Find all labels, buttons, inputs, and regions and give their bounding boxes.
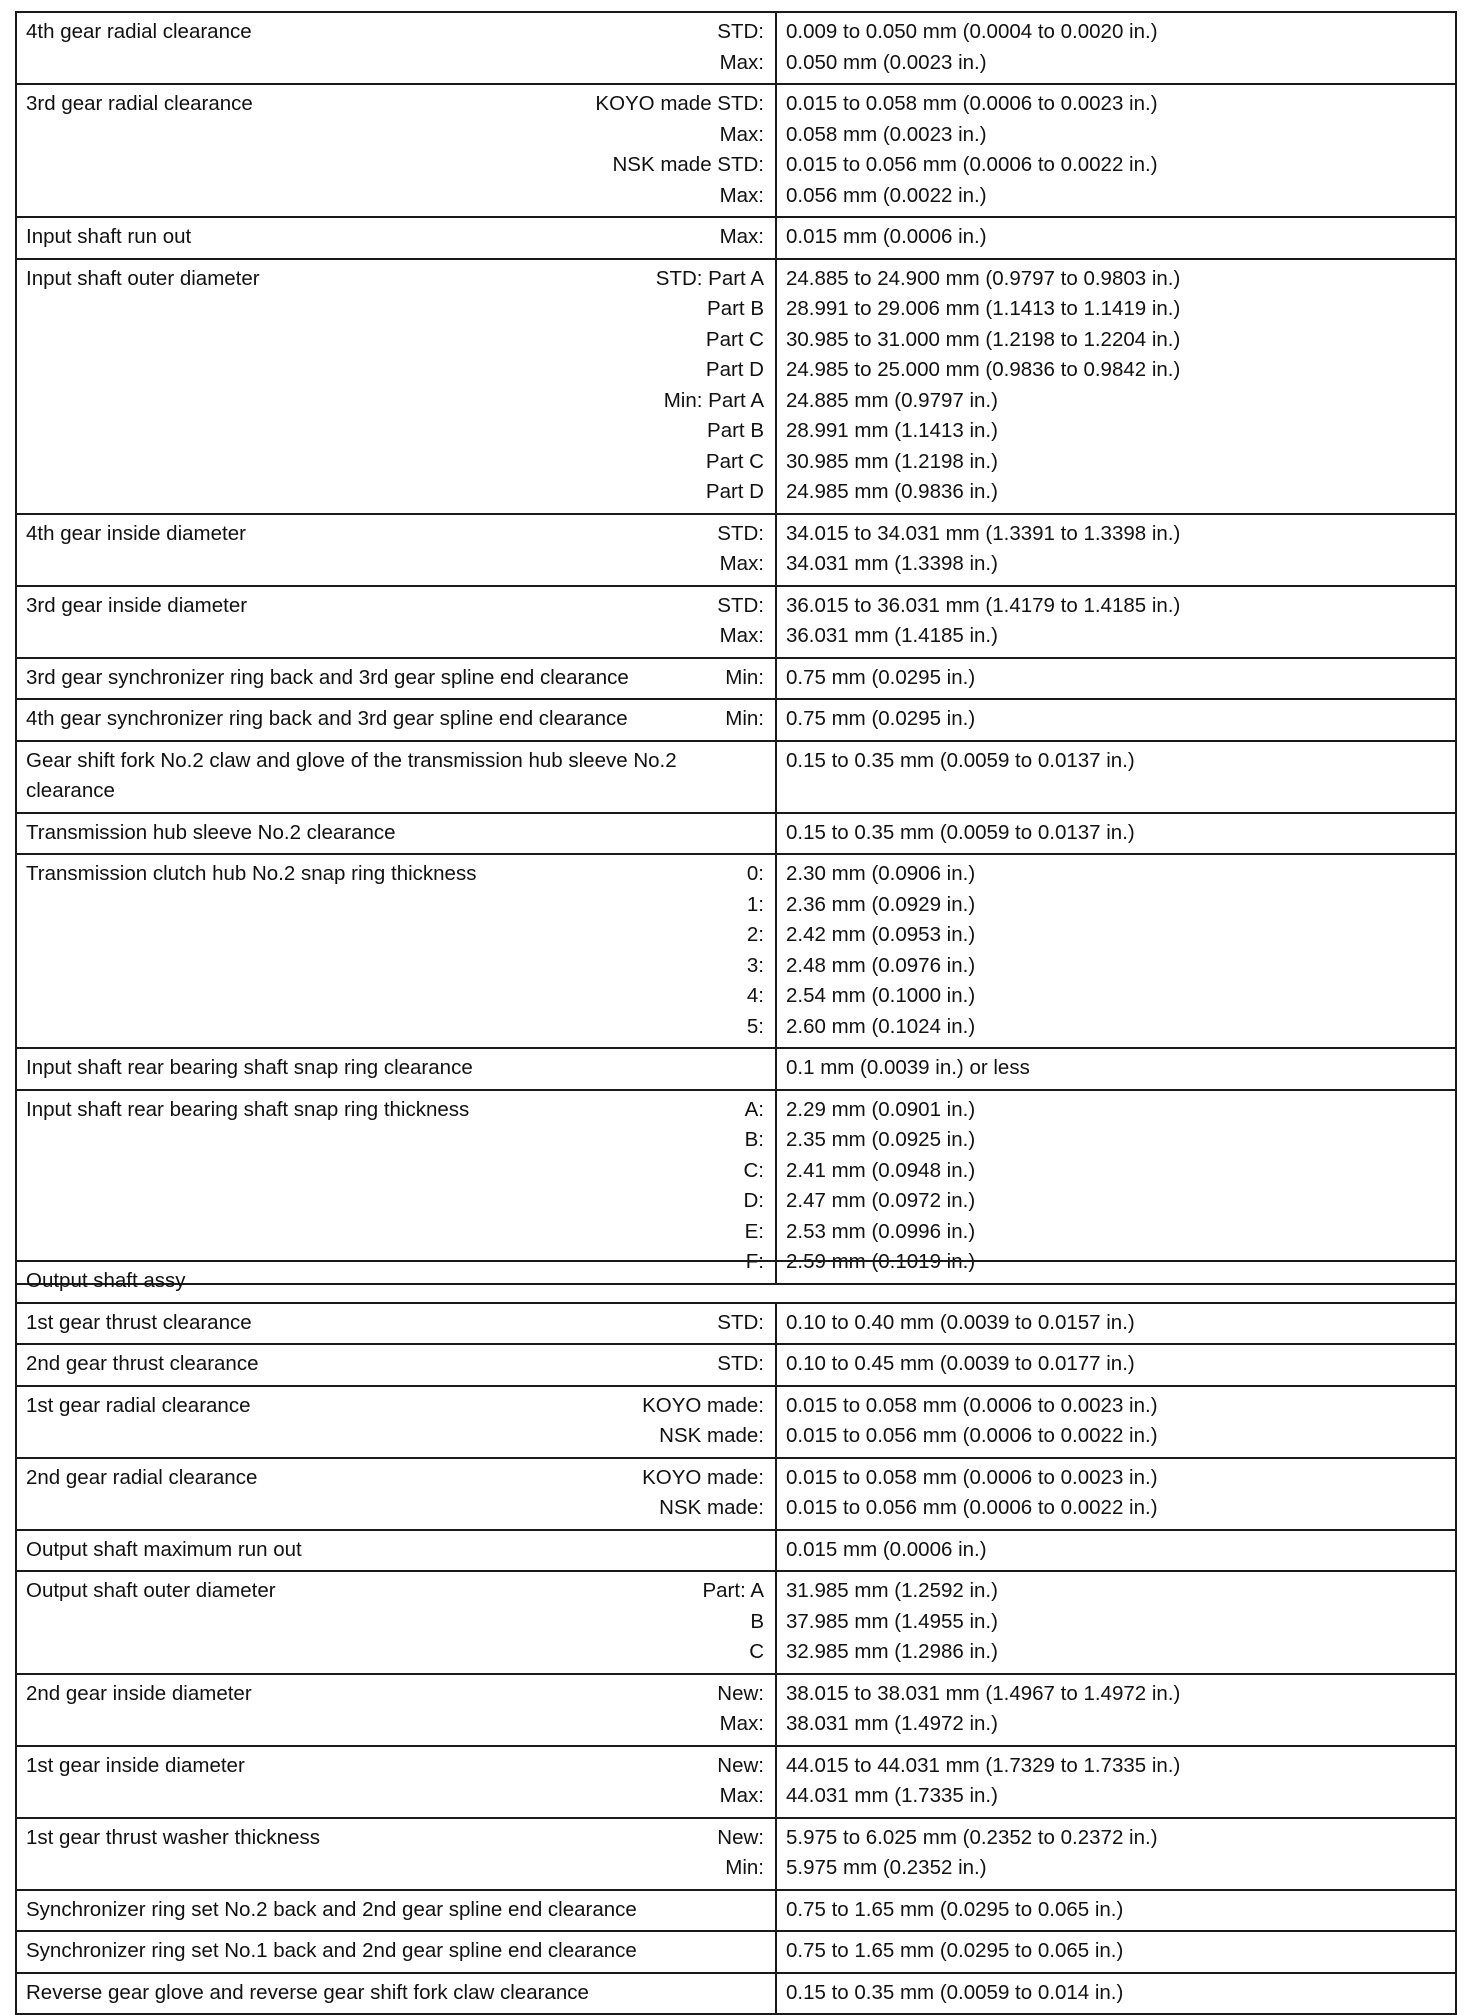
- spec-item-cell: [16, 259, 776, 514]
- spec-value: 0.15 to 0.35 mm (0.0059 to 0.014 in.): [786, 1980, 1124, 2004]
- spec-value: 0.75 mm (0.0295 in.): [786, 665, 976, 689]
- spec-row: [16, 1571, 1456, 1674]
- spec-label-list: [702, 1576, 764, 1668]
- spec-value: 30.985 to 31.000 mm (1.2198 to 1.2204 in.): [786, 327, 1181, 351]
- spec-item-name: Transmission clutch hub No.2 snap ring thickness: [26, 862, 477, 885]
- spec-label: STD:: [717, 521, 764, 545]
- spec-label: Max:: [719, 183, 764, 207]
- spec-label-list: [717, 1308, 764, 1339]
- spec-label: Max:: [719, 1784, 764, 1807]
- spec-row: [16, 699, 1456, 741]
- spec-label-list: [744, 1095, 765, 1278]
- spec-value-cell: [776, 1931, 1456, 1973]
- spec-value: 0.015 to 0.056 mm (0.0006 to 0.0022 in.): [786, 1424, 1158, 1447]
- spec-value: 28.991 mm (1.1413 in.): [786, 419, 998, 442]
- spec-label: NSK made:: [659, 1424, 764, 1447]
- output-shaft-spec-table: [15, 1260, 1457, 2015]
- spec-label: Part C: [705, 449, 764, 473]
- spec-label: E:: [744, 1219, 764, 1243]
- spec-label: STD:: [717, 1352, 764, 1375]
- spec-label-list: [642, 1391, 764, 1452]
- spec-item-name: 1st gear thrust washer thickness: [26, 1825, 320, 1849]
- spec-row: [16, 1344, 1456, 1386]
- spec-label: 1:: [746, 892, 764, 916]
- section-header-row: [16, 1261, 1456, 1303]
- spec-item-cell: [16, 658, 776, 700]
- spec-item-name: 2nd gear radial clearance: [26, 1465, 258, 1489]
- spec-label: KOYO made:: [642, 1393, 764, 1417]
- spec-value: 0.015 to 0.056 mm (0.0006 to 0.0022 in.): [786, 1496, 1158, 1519]
- spec-item-cell: [16, 1048, 776, 1090]
- spec-label: STD:: [717, 1310, 764, 1334]
- spec-row: [16, 259, 1456, 514]
- spec-label: New:: [717, 1681, 764, 1705]
- spec-item-cell: [16, 1090, 776, 1284]
- spec-value: 0.15 to 0.35 mm (0.0059 to 0.0137 in.): [786, 748, 1135, 772]
- spec-item-cell: [16, 741, 776, 813]
- spec-value: 44.031 mm (1.7335 in.): [786, 1784, 998, 1807]
- spec-value: 28.991 to 29.006 mm (1.1413 to 1.1419 in.): [786, 297, 1181, 320]
- spec-value: 2.42 mm (0.0953 in.): [786, 923, 976, 946]
- spec-value: 24.885 to 24.900 mm (0.9797 to 0.9803 in.): [786, 266, 1181, 290]
- spec-item-name: Synchronizer ring set No.2 back and 2nd gear spline end clearance: [26, 1897, 637, 1921]
- spec-label-list: [717, 1751, 764, 1812]
- spec-row: [16, 1048, 1456, 1090]
- spec-label: Max:: [719, 1712, 764, 1735]
- spec-value: 2.41 mm (0.0948 in.): [786, 1158, 976, 1182]
- spec-label: Part: A: [702, 1579, 764, 1602]
- spec-label: 2:: [746, 923, 764, 946]
- spec-value: 24.885 mm (0.9797 in.): [786, 388, 998, 412]
- spec-label: C:: [743, 1158, 764, 1182]
- spec-label: Min:: [725, 707, 764, 730]
- spec-value-cell: [776, 514, 1456, 586]
- spec-label: Part D: [705, 358, 764, 381]
- spec-value: 31.985 mm (1.2592 in.): [786, 1579, 998, 1602]
- spec-item-name: 3rd gear radial clearance: [26, 92, 253, 115]
- spec-row: [16, 1090, 1456, 1284]
- spec-row: [16, 1818, 1456, 1890]
- spec-label: Max:: [719, 50, 764, 74]
- spec-label: F:: [745, 1250, 764, 1273]
- spec-value: 24.985 mm (0.9836 in.): [786, 480, 998, 503]
- spec-value-cell: [776, 259, 1456, 514]
- spec-value: 0.056 mm (0.0022 in.): [786, 183, 987, 207]
- spec-label: KOYO made STD:: [595, 92, 764, 115]
- spec-value-cell: [776, 1973, 1456, 2015]
- spec-label-list: [725, 663, 764, 694]
- spec-value: 0.050 mm (0.0023 in.): [786, 50, 987, 74]
- spec-value: 2.54 mm (0.1000 in.): [786, 984, 976, 1007]
- spec-item-cell: [16, 217, 776, 259]
- spec-item-cell: [16, 1931, 776, 1973]
- spec-row: [16, 741, 1456, 813]
- spec-item-name: Input shaft rear bearing shaft snap ring thickness: [26, 1097, 470, 1121]
- spec-value: 37.985 mm (1.4955 in.): [786, 1609, 998, 1633]
- spec-item-cell: [16, 1530, 776, 1572]
- spec-value-cell: [776, 1674, 1456, 1746]
- spec-item-name: 2nd gear inside diameter: [26, 1681, 252, 1705]
- spec-value-cell: [776, 1344, 1456, 1386]
- spec-value: 2.53 mm (0.0996 in.): [786, 1219, 976, 1243]
- spec-item-name: Gear shift fork No.2 claw and glove of the transmission hub sleeve No.2 clearance: [26, 748, 677, 802]
- spec-item-name: Input shaft rear bearing shaft snap ring clearance: [26, 1056, 473, 1079]
- spec-value: 0.009 to 0.050 mm (0.0004 to 0.0020 in.): [786, 20, 1158, 43]
- spec-label: 0:: [746, 862, 764, 885]
- spec-label-list: [717, 1823, 764, 1884]
- spec-item-name: 4th gear inside diameter: [26, 521, 246, 545]
- spec-value: 0.1 mm (0.0039 in.) or less: [786, 1056, 1030, 1079]
- spec-row: [16, 586, 1456, 658]
- spec-value-cell: [776, 84, 1456, 217]
- spec-item-name: Output shaft maximum run out: [26, 1537, 302, 1561]
- spec-value: 0.058 mm (0.0023 in.): [786, 122, 987, 146]
- spec-item-cell: [16, 514, 776, 586]
- spec-value-cell: [776, 1090, 1456, 1284]
- spec-label-list: [717, 17, 764, 78]
- spec-item-cell: [16, 1571, 776, 1674]
- spec-value: 32.985 mm (1.2986 in.): [786, 1640, 998, 1663]
- spec-item-name: 1st gear thrust clearance: [26, 1310, 252, 1334]
- spec-row: [16, 1674, 1456, 1746]
- spec-value: 0.015 to 0.058 mm (0.0006 to 0.0023 in.): [786, 92, 1158, 115]
- spec-value-cell: [776, 1571, 1456, 1674]
- spec-row: [16, 12, 1456, 84]
- spec-item-cell: [16, 1674, 776, 1746]
- spec-value: 2.60 mm (0.1024 in.): [786, 1014, 976, 1038]
- spec-item-cell: [16, 12, 776, 84]
- spec-label: New:: [717, 1825, 764, 1849]
- spec-item-cell: [16, 1818, 776, 1890]
- spec-label: A:: [744, 1097, 764, 1121]
- spec-label-list: [642, 1463, 764, 1524]
- spec-value-cell: [776, 586, 1456, 658]
- input-shaft-spec-table: [15, 11, 1457, 1285]
- spec-value: 0.75 mm (0.0295 in.): [786, 707, 976, 730]
- spec-item-name: 3rd gear synchronizer ring back and 3rd gear spline end clearance: [26, 665, 629, 689]
- spec-value: 2.29 mm (0.0901 in.): [786, 1097, 976, 1121]
- spec-label: Max:: [719, 552, 764, 575]
- spec-value-cell: [776, 741, 1456, 813]
- spec-label: NSK made:: [659, 1496, 764, 1519]
- spec-value: 0.015 to 0.058 mm (0.0006 to 0.0023 in.): [786, 1465, 1158, 1489]
- spec-value: 2.48 mm (0.0976 in.): [786, 953, 976, 977]
- spec-value: 0.15 to 0.35 mm (0.0059 to 0.0137 in.): [786, 820, 1135, 844]
- spec-value-cell: [776, 1048, 1456, 1090]
- spec-value: 2.35 mm (0.0925 in.): [786, 1128, 976, 1151]
- spec-label: C: [749, 1640, 764, 1663]
- spec-label: Part D: [705, 480, 764, 503]
- spec-row: [16, 1973, 1456, 2015]
- spec-value: 0.75 to 1.65 mm (0.0295 to 0.065 in.): [786, 1897, 1124, 1921]
- spec-row: [16, 84, 1456, 217]
- spec-label: B:: [744, 1128, 764, 1151]
- spec-label: D:: [743, 1189, 764, 1212]
- spec-value: 34.031 mm (1.3398 in.): [786, 552, 998, 575]
- spec-label: Part B: [707, 297, 764, 320]
- spec-value: 5.975 mm (0.2352 in.): [786, 1856, 987, 1879]
- spec-item-name: Output shaft outer diameter: [26, 1579, 276, 1602]
- spec-value-cell: [776, 1386, 1456, 1458]
- spec-item-cell: [16, 1386, 776, 1458]
- spec-label: Max:: [719, 225, 764, 248]
- spec-item-name: Reverse gear glove and reverse gear shift fork claw clearance: [26, 1980, 589, 2004]
- spec-row: [16, 1931, 1456, 1973]
- spec-label-list: [717, 591, 764, 652]
- spec-row: [16, 1458, 1456, 1530]
- spec-item-cell: [16, 1746, 776, 1818]
- spec-label: 5:: [746, 1014, 764, 1038]
- spec-label-list: [725, 704, 764, 735]
- spec-value: 44.015 to 44.031 mm (1.7329 to 1.7335 in.): [786, 1753, 1181, 1777]
- spec-label: NSK made STD:: [612, 153, 764, 176]
- spec-value: 36.015 to 36.031 mm (1.4179 to 1.4185 in.): [786, 593, 1181, 617]
- spec-value: 0.015 mm (0.0006 in.): [786, 1537, 987, 1561]
- spec-row: [16, 658, 1456, 700]
- spec-value: 0.75 to 1.65 mm (0.0295 to 0.065 in.): [786, 1939, 1124, 1962]
- spec-row: [16, 217, 1456, 259]
- spec-item-name: Transmission hub sleeve No.2 clearance: [26, 820, 396, 844]
- spec-value: 0.10 to 0.45 mm (0.0039 to 0.0177 in.): [786, 1352, 1135, 1375]
- spec-value-cell: [776, 813, 1456, 855]
- spec-value: 24.985 to 25.000 mm (0.9836 to 0.9842 in.): [786, 358, 1181, 381]
- spec-row: [16, 1386, 1456, 1458]
- spec-label: B: [750, 1609, 764, 1633]
- spec-label: New:: [717, 1753, 764, 1777]
- spec-value: 2.47 mm (0.0972 in.): [786, 1189, 976, 1212]
- spec-label-list: [656, 264, 764, 508]
- spec-value: 34.015 to 34.031 mm (1.3391 to 1.3398 in.): [786, 521, 1181, 545]
- spec-label-list: [717, 1679, 764, 1740]
- spec-item-cell: [16, 1890, 776, 1932]
- spec-row: [16, 1890, 1456, 1932]
- spec-value: 2.36 mm (0.0929 in.): [786, 892, 976, 916]
- spec-item-cell: [16, 1973, 776, 2015]
- spec-value: 2.30 mm (0.0906 in.): [786, 862, 976, 885]
- spec-item-name: 1st gear radial clearance: [26, 1393, 251, 1417]
- spec-item-name: 3rd gear inside diameter: [26, 593, 248, 617]
- spec-label: 3:: [746, 953, 764, 977]
- spec-value-cell: [776, 854, 1456, 1048]
- spec-value: 36.031 mm (1.4185 in.): [786, 624, 998, 647]
- spec-value: 5.975 to 6.025 mm (0.2352 to 0.2372 in.): [786, 1825, 1158, 1849]
- spec-label: Min: Part A: [663, 388, 764, 412]
- spec-row: [16, 514, 1456, 586]
- spec-label: 4:: [746, 984, 764, 1007]
- spec-item-cell: [16, 586, 776, 658]
- spec-value: 0.015 to 0.056 mm (0.0006 to 0.0022 in.): [786, 153, 1158, 176]
- spec-item-name: 4th gear synchronizer ring back and 3rd gear spline end clearance: [26, 707, 628, 730]
- spec-item-cell: [16, 854, 776, 1048]
- spec-item-cell: [16, 1344, 776, 1386]
- spec-value: 38.015 to 38.031 mm (1.4967 to 1.4972 in.): [786, 1681, 1181, 1705]
- spec-label: Min:: [725, 665, 764, 689]
- spec-item-name: 2nd gear thrust clearance: [26, 1352, 259, 1375]
- spec-row: [16, 813, 1456, 855]
- spec-item-name: Synchronizer ring set No.1 back and 2nd gear spline end clearance: [26, 1939, 637, 1962]
- spec-label: Part C: [705, 327, 764, 351]
- spec-value-cell: [776, 699, 1456, 741]
- spec-label-list: [717, 519, 764, 580]
- spec-value-cell: [776, 12, 1456, 84]
- spec-row: [16, 1746, 1456, 1818]
- spec-label-list: [717, 1349, 764, 1380]
- spec-value: 0.015 to 0.058 mm (0.0006 to 0.0023 in.): [786, 1393, 1158, 1417]
- spec-item-cell: [16, 699, 776, 741]
- spec-item-cell: [16, 1303, 776, 1345]
- spec-item-name: 1st gear inside diameter: [26, 1753, 245, 1777]
- spec-label: STD:: [717, 593, 764, 617]
- spec-value-cell: [776, 1530, 1456, 1572]
- spec-label: STD:: [717, 20, 764, 43]
- spec-label: Max:: [719, 122, 764, 146]
- spec-item-cell: [16, 813, 776, 855]
- spec-label: Max:: [719, 624, 764, 647]
- spec-item-name: Input shaft run out: [26, 225, 192, 248]
- spec-item-cell: [16, 84, 776, 217]
- spec-label-list: [747, 859, 764, 1042]
- section-header: Output shaft assy: [16, 1261, 1456, 1303]
- spec-item-name: Input shaft outer diameter: [26, 266, 260, 290]
- spec-value-cell: [776, 217, 1456, 259]
- spec-item-cell: [16, 1458, 776, 1530]
- spec-label: Part B: [707, 419, 764, 442]
- spec-item-name: 4th gear radial clearance: [26, 20, 252, 43]
- spec-label-list: [720, 222, 764, 253]
- spec-value-cell: [776, 1458, 1456, 1530]
- spec-label: STD: Part A: [655, 266, 764, 290]
- spec-value-cell: [776, 658, 1456, 700]
- spec-value-cell: [776, 1818, 1456, 1890]
- spec-value-cell: [776, 1746, 1456, 1818]
- spec-value: 0.10 to 0.40 mm (0.0039 to 0.0157 in.): [786, 1310, 1135, 1334]
- spec-label: KOYO made:: [642, 1465, 764, 1489]
- spec-row: [16, 1303, 1456, 1345]
- spec-value-cell: [776, 1890, 1456, 1932]
- spec-label-list: [595, 89, 764, 211]
- spec-row: [16, 1530, 1456, 1572]
- spec-value-cell: [776, 1303, 1456, 1345]
- spec-value: 30.985 mm (1.2198 in.): [786, 449, 998, 473]
- spec-label: Min:: [725, 1856, 764, 1879]
- spec-value: 0.015 mm (0.0006 in.): [786, 225, 987, 248]
- spec-value: 2.59 mm (0.1019 in.): [786, 1250, 976, 1273]
- spec-row: [16, 854, 1456, 1048]
- spec-value: 38.031 mm (1.4972 in.): [786, 1712, 998, 1735]
